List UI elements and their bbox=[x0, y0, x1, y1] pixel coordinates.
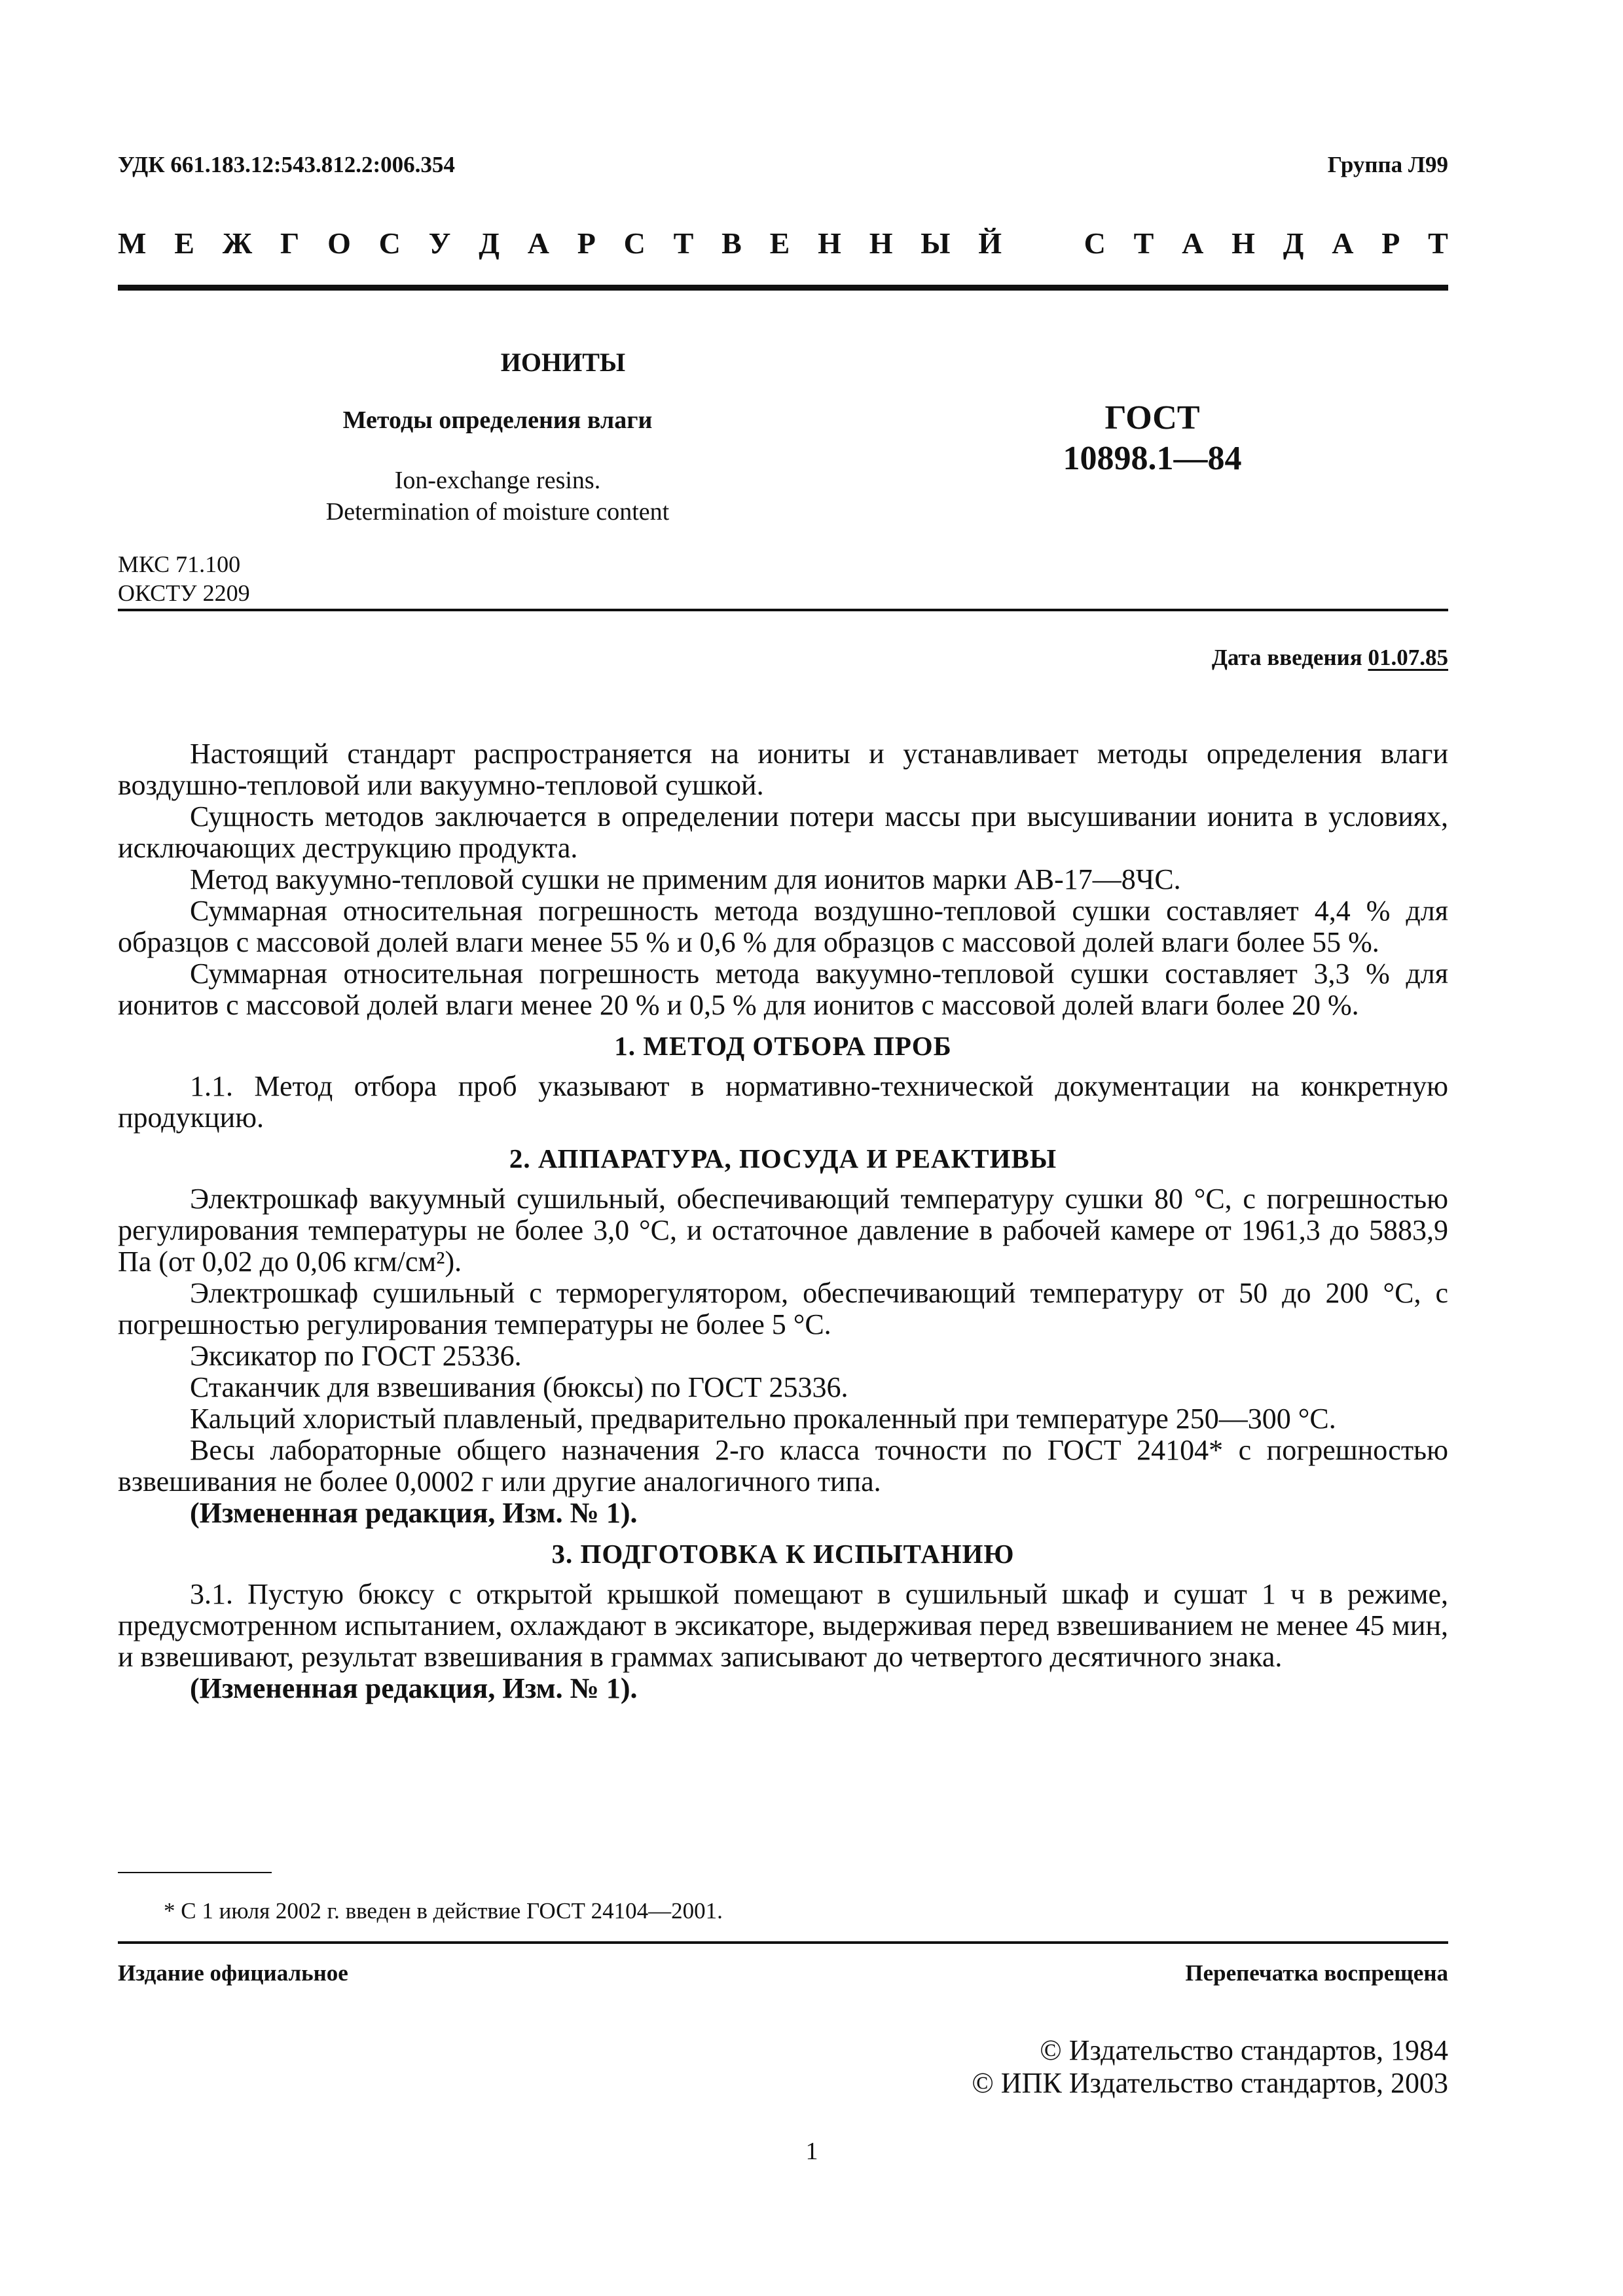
banner-gap bbox=[1030, 226, 1056, 260]
mks-code: МКС 71.100 bbox=[118, 551, 241, 577]
banner-letter: Н bbox=[818, 226, 841, 260]
intro-paragraph: Метод вакуумно-тепловой сушки не применим для ионитов марки АВ-17—8ЧС. bbox=[190, 863, 1181, 895]
equipment-item: Кальций хлористый плавленый, предварительно прокаленный при температуре 250—300 °С. bbox=[190, 1403, 1336, 1435]
section-paragraph: 3.1. Пустую бюксу с открытой крышкой помещают в сушильный шкаф и сушат 1 ч в режиме, предусмотренном испытанием, охлаждают в эксикаторе, выдерживая перед взвешиванием не менее 45 мин, и взвешивают, результат взвешивания в граммах записывают до четвертого десятичного знака. bbox=[118, 1578, 1448, 1673]
document-subtitle: Методы определения влаги bbox=[342, 406, 653, 434]
english-title-line: Ion-exchange resins. bbox=[394, 467, 601, 494]
banner-letter: Т bbox=[1133, 226, 1154, 260]
copyright-block bbox=[972, 2034, 1448, 2100]
banner-letter: С bbox=[1084, 226, 1106, 260]
banner-letter: С bbox=[378, 226, 401, 260]
banner-letter: Ы bbox=[921, 226, 951, 260]
document-title: ИОНИТЫ bbox=[500, 348, 626, 377]
section-heading: 1. МЕТОД ОТБОРА ПРОБ bbox=[614, 1031, 952, 1061]
amendment-note: (Измененная редакция, Изм. № 1). bbox=[190, 1672, 638, 1704]
section-heading: 2. АППАРАТУРА, ПОСУДА И РЕАКТИВЫ bbox=[509, 1143, 1057, 1174]
intro-paragraph: Суммарная относительная погрешность метода воздушно-тепловой сушки составляет 4,4 % для образцов с массовой долей влаги менее 55 % и 0,6 % для образцов с массовой долей влаги более 55 %. bbox=[118, 895, 1448, 958]
edition-label: Издание официальное bbox=[118, 1960, 348, 1986]
banner-letter: О bbox=[327, 226, 351, 260]
footer-rule bbox=[118, 1941, 1448, 1944]
classification-codes bbox=[118, 550, 250, 607]
standard-banner bbox=[118, 226, 1448, 260]
okstu-code: ОКСТУ 2209 bbox=[118, 580, 250, 606]
copyright-line: © Издательство стандартов, 1984 bbox=[1040, 2034, 1448, 2066]
banner-letter: Г bbox=[280, 226, 300, 260]
banner-letter: Н bbox=[1231, 226, 1255, 260]
banner-letter: У bbox=[428, 226, 451, 260]
equipment-item: Стаканчик для взвешивания (бюксы) по ГОСТ 25336. bbox=[190, 1371, 848, 1403]
header-thick-rule bbox=[118, 285, 1448, 291]
footnote-text: * С 1 июля 2002 г. введен в действие ГОСТ 24104—2001. bbox=[164, 1898, 723, 1924]
intro-paragraph: Суммарная относительная погрешность метода вакуумно-тепловой сушки составляет 3,3 % для ионитов с массовой долей влаги менее 20 % и 0,5 % для ионитов с массовой долей влаги более 20 %. bbox=[118, 958, 1448, 1021]
gost-label: ГОСТ bbox=[1104, 399, 1200, 437]
english-title-line: Determination of moisture content bbox=[325, 498, 670, 526]
banner-letter: А bbox=[527, 226, 549, 260]
introduction-date bbox=[1212, 645, 1448, 671]
banner-letter: Д bbox=[1283, 226, 1304, 260]
equipment-item: Весы лабораторные общего назначения 2-го класса точности по ГОСТ 24104* с погрешностью взвешивания не более 0,0002 г или другие аналогичного типа. bbox=[118, 1434, 1448, 1498]
amendment-note: (Измененная редакция, Изм. № 1). bbox=[190, 1497, 638, 1529]
banner-letter: В bbox=[721, 226, 742, 260]
banner-letter: Н bbox=[869, 226, 893, 260]
equipment-item: Электрошкаф сушильный с терморегулятором, обеспечивающий температуру от 50 до 200 °С, с погрешностью регулирования температуры не более 5 °С. bbox=[118, 1277, 1448, 1340]
banner-letter: А bbox=[1332, 226, 1354, 260]
copyright-line: © ИПК Издательство стандартов, 2003 bbox=[972, 2067, 1448, 2099]
equipment-item: Электрошкаф вакуумный сушильный, обеспечивающий температуру сушки 80 °С, с погрешностью регулирования температуры не более 3,0 °С, и остаточное давление в рабочей камере от 1961,3 до 5883,9 Па (от 0,02 до 0,06 кгм/см²). bbox=[118, 1183, 1448, 1278]
banner-letter: Т bbox=[1428, 226, 1448, 260]
introduction-date-value: 01.07.85 bbox=[1368, 645, 1448, 670]
udk-code: УДК 661.183.12:543.812.2:006.354 bbox=[118, 152, 455, 177]
gost-designation bbox=[1048, 398, 1257, 479]
gost-number: 10898.1—84 bbox=[1063, 440, 1242, 477]
section-paragraph: 1.1. Метод отбора проб указывают в нормативно-технической документации на конкретную продукцию. bbox=[118, 1070, 1448, 1134]
group-code: Группа Л99 bbox=[1327, 152, 1448, 177]
title-block-rule bbox=[118, 609, 1448, 611]
banner-letter: Д bbox=[479, 226, 500, 260]
banner-letter: А bbox=[1182, 226, 1204, 260]
intro-paragraph: Настоящий стандарт распространяется на иониты и устанавливает методы определения влаги воздушно-тепловой или вакуумно-тепловой сушкой. bbox=[118, 738, 1448, 801]
equipment-item: Эксикатор по ГОСТ 25336. bbox=[190, 1340, 522, 1372]
banner-letter: Е bbox=[769, 226, 790, 260]
reprint-notice: Перепечатка воспрещена bbox=[1185, 1960, 1448, 1986]
intro-paragraph: Сущность методов заключается в определении потери массы при высушивании ионита в условиях, исключающих деструкцию продукта. bbox=[118, 800, 1448, 864]
footnote bbox=[118, 1898, 1448, 1924]
banner-letter: Е bbox=[174, 226, 194, 260]
banner-letter: М bbox=[118, 226, 147, 260]
page-number: 1 bbox=[805, 2138, 818, 2165]
document-body bbox=[118, 738, 1448, 1704]
banner-letter: Т bbox=[673, 226, 694, 260]
banner-letter: Й bbox=[978, 226, 1002, 260]
section-heading: 3. ПОДГОТОВКА К ИСПЫТАНИЮ bbox=[551, 1539, 1015, 1569]
banner-letter: Р bbox=[1381, 226, 1400, 260]
banner-letter: Р bbox=[577, 226, 596, 260]
footnote-separator bbox=[118, 1872, 272, 1873]
banner-letter: Ж bbox=[222, 226, 253, 260]
introduction-date-label: Дата введения bbox=[1211, 645, 1362, 670]
banner-letter: С bbox=[623, 226, 646, 260]
english-title bbox=[268, 465, 727, 528]
